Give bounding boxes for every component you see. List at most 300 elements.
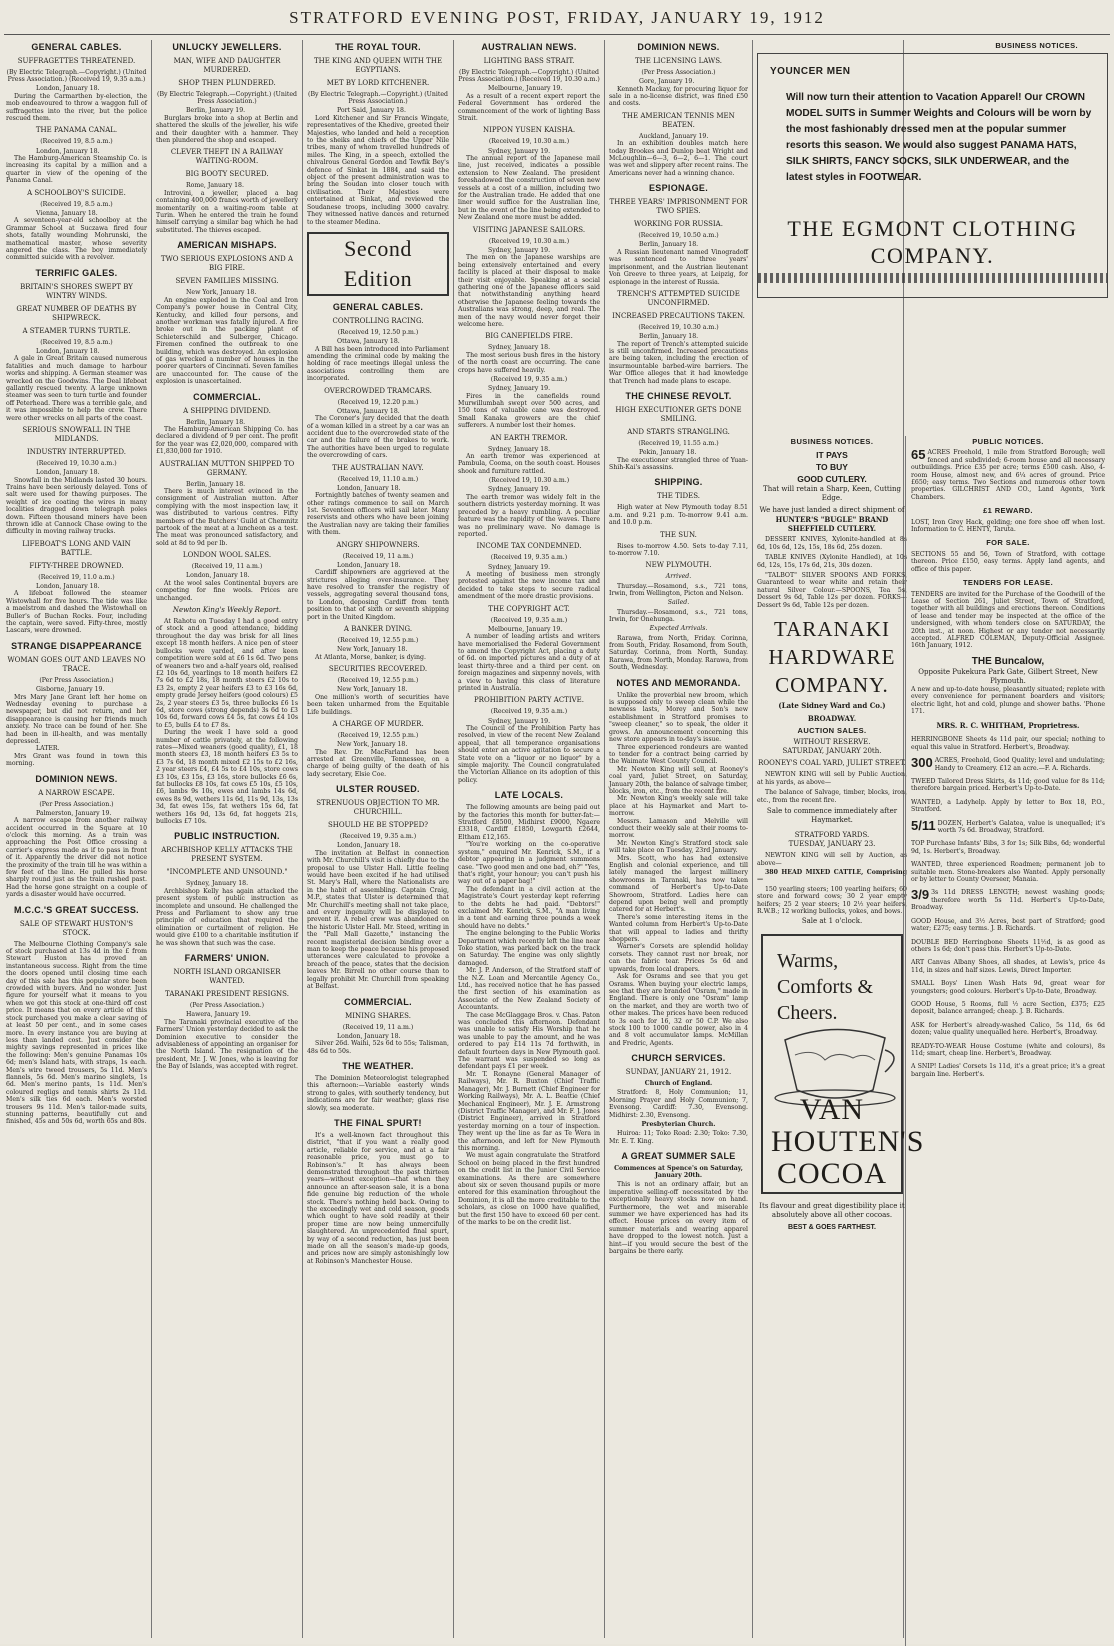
column-divider: [604, 40, 605, 1638]
subheading: SALE OF STEWART HUSTON'S STOCK.: [19, 919, 134, 937]
article-body: At the wool sales Continental buyers are competing for fine wools. Prices are unchanged.: [156, 579, 298, 602]
headline: GENERAL CABLES.: [31, 42, 122, 52]
headline: COMMERCIAL.: [344, 996, 412, 1007]
subheading: SHOULD HE BE STOPPED?: [327, 821, 429, 830]
ad-heading: IT PAYS: [816, 450, 848, 461]
classified-ad: TOP Purchase Infants' Bibs, 3 for 1s; Silk Bibs, 6d; wonderful 9d, 1s. Herbert's, Broadway.: [911, 840, 1105, 855]
ad-slogan-line: Comforts &: [777, 976, 874, 999]
ad-heading: GOOD CUTLERY.: [797, 474, 867, 485]
arrived-label: Arrived.: [665, 573, 692, 581]
article-body: Introvini, a jeweller, placed a bag containing 400,000 francs worth of jewellery momentarily on a waiting-room table at Turin. When he entered the train he found himself carrying a similar bag which he had substituted. The thieves escaped.: [156, 189, 298, 234]
ad-text: NEWTON KING will sell by Auction, as above—: [757, 852, 907, 867]
subheading: THE AUSTRALIAN NAVY.: [332, 463, 424, 472]
article-body: "You're working on the co-operative system," enquired Mr. Kenrick, S.M., if a debtor appearing in a judgment summons case. "Two good men and one bad, eh?" "Yes, that's right, your honour; you can't push his way out of a paper bag!": [458, 841, 600, 886]
dateline: Auckland, January 19.: [639, 132, 709, 140]
dateline: London, January 18.: [36, 583, 100, 591]
ad-text: That will retain a Sharp, Keen, Cutting Edge.: [763, 485, 901, 503]
article-body: The defendant in a civil action at the Magistrate's Court yesterday kept referring to the debts he had paid. "Debtors!" exclaimed Mr. Kenrick, S.M., "A man living in a tent and earning three pounds a week should have no debts.": [458, 885, 600, 930]
dateline: London, January 18.: [36, 469, 100, 477]
ad-brand: VAN HOUTEN'S COCOA: [771, 1093, 925, 1191]
article-notes-memoranda: [609, 678, 748, 1048]
byline: (By Electric Telegraph.—Copyright.) (United Press Association.) (Received 19, 10.30 a.m.): [458, 69, 600, 84]
expected-label: Expected Arrivals.: [649, 625, 708, 633]
ad-number: 65: [911, 447, 926, 463]
classified-ad: SMALL Boys' Linen Wash Hats 9d, great wear for youngsters; good colours. Herbert's Up-to-Date, Broadway.: [911, 980, 1105, 995]
subheading: GREAT NUMBER OF DEATHS BY SHIPWRECK.: [16, 304, 137, 322]
headline: FARMERS' UNION.: [184, 953, 270, 964]
article-body: The Melbourne Clothing Company's sale of stock purchased at 13s 4d in the £ from Stewart Huston has proved an instantaneous success. Right from the time the doors opened until closing time each day of this sale has this popular store been crowded with buyers. And no wonder. Just figure for yourself what it means to you when we got this stock at one-third off cost price. It means that on every article of this stock purchased you make a clear saving of at least 50 per cent., and in some cases more. In every instance you are buying at less than landed cost. Just consider the mighty savings represented in prices like the following: Men's genuine Panamas 10s 6d; men's Island hats, with straps, 1s each. Men's wire tweed trousers, 5s 11d. Men's flannels, 5s 6d. Men's marino singlets, 1s 6d. Men's merino pants, 1s 11d. Men's coloured regligs and tennis shirts 2s 11d. Men's silk ties 6d each. Men's worsted trousers 9s 11d. Men's tailor-made suits, stunning patterns, beautifully cut and finished, 45s and 50s 6d, worth 65s and 80s.: [6, 940, 147, 1126]
dateline: London, January 18.: [337, 1032, 401, 1040]
article-body: The most serious bush fires in the history of the north coast are occurring. The cane crops have suffered heavily.: [458, 351, 600, 374]
article-body: The Coroner's jury decided that the death of a woman killed in a street by a car was an accident due to the overcrowded state of the car and the failure of the brakes to work. The authorities have been urged to regulate the overcrowding of cars.: [307, 415, 449, 460]
article-body: A Russian lieutenant named Vinogradoff was sentenced to three years' imprisonment, and the Austrian lieutenant Von Greeve to three years, at Leipzig, for espionage in the interest of Russia.: [609, 248, 748, 286]
masthead: STRATFORD EVENING POST, FRIDAY, JANUARY 19, 1912: [289, 8, 825, 27]
classified-ad: SECTIONS 55 and 56, Town of Stratford, with cottage thereon. Price £150, easy terms. Apply land agents, and office of this paper.: [911, 550, 1105, 573]
ad-text: STRATFORD YARDS.: [794, 831, 870, 840]
ad-text: We have just landed a direct shipment of: [759, 506, 905, 515]
article-body: Stratford: 8, Holy Communion; 11, Morning Prayer and Holy Communion; 7, Evensong. Cardiff: 7.30, Evensong. Midhirst: 2.30, Evensong.: [609, 1089, 748, 1119]
column-divider: [905, 436, 906, 1646]
ad-text: SATURDAY, JANUARY 20th.: [782, 747, 882, 756]
article-body: One million's worth of securities have been taken unharmed from the Equitable Life buildings.: [307, 693, 449, 716]
article-body: The Taranaki provincial executive of the Farmers' Union yesterday decided to ask the Dominion executive to consider the advisableness of appointing an organiser for the North Island. The resignation of the president, Mr. J. W. Jones, who is leaving for the Bay of Islands, was accepted with regret.: [156, 1018, 298, 1071]
headline: PUBLIC INSTRUCTION.: [174, 831, 280, 842]
dateline: Palmerston, January 19.: [36, 809, 112, 817]
dateline: London, January 18.: [337, 842, 401, 850]
dateline: Sydney, January 19.: [488, 717, 551, 725]
byline: (Received 19, 12.55 p.m.): [337, 637, 419, 645]
article-mcc-success: [6, 905, 147, 1126]
article-body: An earth tremor was experienced at Pambula, Cooma, on the south coast. Houses shook and furniture rattled.: [458, 453, 600, 475]
dateline: Sydney, January 19.: [488, 147, 551, 155]
classified-ad: DOUBLE BED Herringbone Sheets 11½d, is as good as others 1s 6d; don't pass this. Herbert's Up-to-Date.: [911, 938, 1105, 953]
dateline: Sydney, January 18.: [488, 344, 551, 352]
subheading: THREE YEARS' IMPRISONMENT FOR TWO SPIES.: [609, 198, 748, 216]
ad-text: 150 yearling steers; 100 yearling heifers; 60 store and forward cows; 30 2 year empty heifers; 25 2 year steers; 10 2½ year heifers, R.W.B.; 12 working bullocks, yokes, and bows.: [757, 885, 907, 915]
classified-ad: HERRINGBONE Sheets 4s 11d pair, our special; nothing to equal this value in Stratford. Herbert's, Broadway.: [911, 736, 1105, 751]
auction-sales-ad: [757, 727, 907, 926]
article-body: The Council of the Prohibition Party has resolved, in view of the recent New Zealand appeal, that all temperance organisations should enter an active agitation to secure a State vote on a "liquor or no liquor" by a simple majority. The Council congratulated the Victorian Alliance on its adoption of this policy.: [458, 725, 600, 784]
dateline: Sydney, January 18.: [488, 445, 551, 453]
ad-text: The balance of Salvage, timber, blocks, iron, etc., from the recent fire.: [757, 789, 907, 804]
article-body: A narrow escape from another railway accident occurred in the Square at 10 o'clock this morning. As a train was approaching the Post Office crossing a carrier's express made as if to pass in front of it. Apparently the driver did not notice the proximity of the train till he was within a few feet of the line. He pulled his horse sharply round just as the train rushed past. Had the horse gone straight on a couple of yards a disaster would have occurred.: [6, 817, 147, 899]
subheading: FIFTY-THREE DROWNED.: [29, 561, 124, 570]
ad-text: MRS. R. C. WHITHAM, Proprietress.: [936, 721, 1080, 731]
byline: (Per Press Association.): [189, 1002, 265, 1010]
article-body: Mr. T. Ronayne (General Manager of Railways), Mr. R. Buxton (Chief Traffic Manager), Mr. J. Burnett (Chief Engineer for Working Railways), Mr. A. L. Beattie (Chief Mechanical Engineer), Mr. J. E. Armstrong (District Traffic Manager), and Mr. F. J. Jones (District Engineer), arrived in Stratford yesterday morning on a tour of inspection. They went up the line as far as Te Wera in the afternoon, and left for New Plymouth this morning.: [458, 1070, 600, 1152]
subheading: Commences at Spence's on Saturday, January 20th.: [614, 1165, 743, 1180]
tenders-heading: TENDERS FOR LEASE.: [962, 578, 1054, 588]
ad-text: ACRES, Freehold, Good Quality; level and undulating; Handy to Creamery. £12 an acre.—F. A. Richards.: [934, 757, 1105, 772]
classified-ad: [911, 889, 1105, 911]
byline: (Per Press Association.): [39, 800, 114, 808]
dateline: Berlin, January 18.: [186, 418, 246, 426]
dateline: Sydney, January 18.: [186, 880, 249, 888]
ad-heading: YOUNCER MEN: [770, 66, 851, 78]
article-body: Fires in the canefields round Murwillumbah swept over 500 acres, and 150 tons of valuable cane was destroyed. Small Kanaka growers are the chief sufferers. A number lost their homes.: [458, 392, 600, 430]
ad-brand: TARANAKI: [774, 617, 890, 642]
article-body: We must again congratulate the Stratford School on being placed in the first hundred on the credit list in the Junior Civil Service examinations. As there are somewhere about six or seven thousand pupils or more entered for this examination throughout the Dominion, it is all the more creditable to the scholars, as close on 1000 have qualified, but the first 150 have to exceed 60 per cent. of the marks to be on the credit list.: [458, 1152, 600, 1227]
byline: (Received 19, 10.50 a.m.): [638, 232, 719, 240]
ad-text: 3s 11d DRESS LENGTH; newest washing goods; therefore worth 5s 11d. Herbert's Up-to-Date, Broadway.: [911, 889, 1105, 912]
ad-number: 3/9: [911, 887, 930, 903]
article-body: There's some interesting items in the Wanted column from Herbert's Up-to-Date that will appeal to ladies and thrifty shoppers.: [609, 913, 748, 944]
ad-text: 380 HEAD MIXED CATTLE, Comprising—: [757, 868, 907, 884]
article-body: Rises to-morrow 4.50. Sets to-day 7.11, to-morrow 7.10.: [609, 542, 748, 557]
article-body: Cardiff shipowners are aggrieved at the strictures alleging over-insurance. They have resolved to transfer the registry of vessels, aggregating several thousand tons, to London, deposing Cardiff from tenth position to that of sixth or seventh shipping port in the United Kingdom.: [307, 569, 449, 621]
article-farmers-union: [156, 953, 298, 1070]
subheading: LONDON WOOL SALES.: [182, 551, 272, 560]
article-body: Thursday.—Rosamond, s.s., 721 tons, Irwin, for Onehunga.: [609, 608, 748, 624]
headline: M.C.C.'S GREAT SUCCESS.: [14, 904, 139, 915]
article-body: The Dominion Meteorologist telegraphed this afternoon:—Variable easterly winds strong to gales, with southerly tendency, but indications are for fair weather; glass rise slowly, sea moderate.: [307, 1074, 449, 1112]
byline: (By Electric Telegraph.—Copyright.) (United Press Association.): [308, 91, 448, 106]
byline: (By Electric Telegraph.—Copyright.) (United Press Association.): [157, 91, 297, 106]
article-church-services: [609, 1053, 748, 1145]
byline: (Received 19, 8.5 a.m.): [40, 138, 113, 146]
ad-text: (Late Sidney Ward and Co.): [778, 701, 886, 711]
article-general-cables-2: [307, 302, 449, 778]
column-3: [307, 40, 449, 1638]
dateline: New York, January 18.: [186, 289, 257, 297]
article-body: Messrs. Lamason and Melville will conduct their weekly sale at their rooms to-morrow.: [609, 817, 748, 840]
article-commercial: [156, 392, 298, 826]
dateline: London, January 18.: [337, 484, 401, 492]
article-body: Mrs. Scott, who has had extensive English and colonial experience, and till lately managed the largest millinery showrooms in Taranaki, has now taken command of Herbert's Up-to-Date Showroom, Stratford. Ladies here can depend upon being well and promptly catered for at Herbert's.: [609, 854, 748, 914]
classified-ad: [911, 817, 1105, 835]
subheading: HIGH EXECUTIONER GETS DONE SMILING.: [615, 405, 742, 423]
headline: THE FINAL SPURT!: [334, 1117, 422, 1128]
column-1: [6, 40, 147, 1638]
subheading: SERIOUS SNOWFALL IN THE MIDLANDS.: [22, 425, 131, 443]
classified-ad: TWEED Tailored Dress Skirts, 4s 11d; good value for 8s 11d; therefore bargain priced. Herbert's Up-to-Date.: [911, 778, 1105, 793]
article-body: During the week I have sold a good number of cattle privately, at the following rates—Mixed weaners (good quality), £1, 18 month steers £3, 18 month heifers £3 5s to £3 7s 6d, 18 month mixed £2 15s to £2 16s, 2 year steers £4, £4 5s to £4 10s, store cows £3 10s, £3 15s, £3 16s, store bullocks £6 6s, fat bullocks £8 10s, fat cows £5 10s, £5 10s, £6, lambs 9s 10s, ewes and lambs 14s 6d, ewes 8s 9d, wethers 11s 6d, 11s 9d, 13s, 13s 3d, fat ewes 15s, fat wethers 15s 6d, fat wethers 16s 9d, 13s 6d, fat hoggets 21s, bullocks £7 10s.: [156, 729, 298, 826]
article-general-cables: [6, 42, 147, 262]
article-body: Snowfall in the Midlands lasted 30 hours. Trains have been seriously delayed. Tons of salt were used for thawing purposes. The weight of ice coating the wires in many localities dragged down telegraph poles down. Fifteen thousand miners have been thrown idle at Cannock Chase owing to the difficulty in moving railway trucks.: [6, 476, 147, 536]
article-terrific-gales: [6, 268, 147, 635]
ad-text: Sale at 1 o'clock.: [801, 917, 863, 926]
subheading: AND STARTS STRANGLING.: [627, 427, 730, 436]
egmont-clothing-ad: [757, 53, 1108, 298]
headline: CHURCH SERVICES.: [631, 1053, 726, 1064]
byline: (Received 19, 11.10 a.m.): [337, 475, 419, 483]
article-body: The Hamburg-American Steamship Co. is increasing its capital by a million and a quarter in view of the opening of the Panama Canal.: [6, 155, 147, 185]
subheading: A CHARGE OF MURDER.: [332, 719, 424, 728]
sailed-label: Sailed.: [667, 599, 690, 607]
headline: DOMINION NEWS.: [35, 773, 118, 784]
article-body: Mrs Mary Jane Grant left her home on Wednesday evening to purchase a newspaper, but did not return, and her disappearance is causing her friends much anxiety. No trace can be found of her. She had been in ill-health, and was mentally depressed.: [6, 693, 147, 745]
dateline: Sydney, January 19.: [488, 563, 551, 571]
subheading: A STEAMER TURNS TURTLE.: [22, 326, 131, 335]
article-body: Mrs Grant was found in town this morning.: [6, 752, 147, 768]
article-body: Rarawa, from North, Friday. Corinna, from South, Friday. Rosamond, from South, Saturday. Corinna, from North, Sunday. Rarawa, from North, Monday. Rarawa, from South, Wednesday.: [609, 634, 748, 672]
article-body: Mr. Newton King's weekly sale will take place at his Haymarket and Mart to-morrow.: [609, 795, 748, 818]
column-4: [458, 40, 600, 1638]
dateline: Berlin, January 18.: [639, 333, 699, 341]
article-unlucky-jewellers: [156, 42, 298, 234]
church-label: Presbyterian Church.: [641, 1121, 716, 1128]
headline: A GREAT SUMMER SALE: [621, 1151, 736, 1162]
article-body: The following amounts are being paid out by the factories this month for butter-fat:—Stratford £8500, Midhirst £9000, Ngaere £3318, Cardiff £1850, Lowgarth £2644, Eltham £12,165.: [458, 804, 600, 841]
subheading: MAN, WIFE AND DAUGHTER MURDERED.: [173, 57, 281, 74]
article-final-spurt: [307, 1118, 449, 1265]
masthead-rule: [4, 34, 1110, 35]
byline: (By Electric Telegraph.—Copyright.) (United Press Association.) (Received 19, 9.35 a.m.): [6, 69, 147, 84]
church-label: Church of England.: [644, 1080, 713, 1088]
article-body: High water at New Plymouth today 8.51 a.m. and 9.21 p.m. To-morrow 9.41 a.m. and 10.0 p.m.: [609, 504, 748, 527]
headline: TERRIFIC GALES.: [35, 267, 118, 278]
byline: (Received 19, 11 a.m.): [342, 1023, 414, 1031]
subheading: VISITING JAPANESE SAILORS.: [472, 225, 586, 234]
ad-slogan-line: Cheers.: [777, 1002, 838, 1025]
ad-slogan-line: Warms,: [777, 950, 839, 973]
ad-brand: THE EGMONT CLOTHING: [787, 215, 1078, 241]
auction-heading: AUCTION SALES.: [797, 726, 867, 736]
subheading: SEVEN FAMILIES MISSING.: [175, 277, 279, 286]
article-body: At Rahotu on Tuesday I had a good entry of stock and a good attendance, bidding throughout the day was brisk for all lines except 18 month heifers. A nice pen of steer bullocks were yarded, and after keen competition were sold at £6 1s 6d. Two pens of weaners two and a-half years old, realised £2 10s 6d, yearlings to 18 month heifers £2 7s 6d to £2 18s, 18 month steers £2 10s to £3 2s, empty 2 year heifers £3 to £3 16s 6d, empty grade Jersey heifers (good colours) £5 2s, 2 year steers £3 5s, three bullocks £6 1s 6d, store cows (strong depends) 3s 6d to £3 10s 6d, forward cows £4 5s, fat cows £4 10s to £5, bulls £4 to £7 8s.: [156, 618, 298, 729]
subheading: THE SUN.: [660, 530, 697, 539]
subheading: WORKING FOR RUSSIA.: [634, 220, 723, 229]
subheading: BRITAIN'S SHORES SWEPT BY WINTRY WINDS.: [20, 282, 133, 300]
ad-body: Will now turn their attention to Vacation Apparel! Our CROWN MODEL SUITS in Summer Weights and Colours will be worn by the most fashionably dressed men at the popular summer resorts this season. We would also suggest PANAMA HATS, SILK SHIRTS, FANCY SOCKS, SILK UNDERWEAR, and the latest styles in FOOTWEAR.: [786, 91, 1092, 183]
headline: UNLUCKY JEWELLERS.: [172, 42, 282, 52]
subheading: A BANKER DYING.: [343, 625, 413, 634]
ad-text: ROONEY'S COAL YARD, JULIET STREET.: [758, 759, 906, 768]
dateline: Vienna, January 18.: [36, 209, 98, 217]
byline: (Per Press Association.): [641, 69, 716, 76]
article-body: A gale in Great Britain caused numerous fatalities and much damage to harbour works and shipping. A German steamer was wrecked on the Goodwins. The Deal lifeboat gallantly rescued twenty. A large unknown steamer was seen to turn turtle and founder off Peterhead. There was a terrible gale, and it was impossible to help the crew. There were other wrecks on all parts of the coast.: [6, 355, 147, 422]
dateline: Sydney, January 19.: [488, 385, 551, 393]
subheading: TARANAKI PRESIDENT RESIGNS.: [165, 990, 289, 999]
subheading: PROHIBITION PARTY ACTIVE.: [473, 696, 585, 705]
column-ads: [757, 40, 1108, 1638]
article-body: Lord Kitchener and Sir Francis Wingate, representatives of the Khedive, greeted their Majesties, who landed and held a reception to the sheiks and chiefs of the Upper Nile tribes, many of whom travelled hundreds of miles. The King, in a speech, extolled the chivalrous General Gordon and Tewfik Bey's defence of Sinkat in 1884, and said the object of the present administration was to bring the Soudan into closer touch with civilisation. Their Majesties were entertained at Sinkat, and reviewed the Soudanese troops, including 3000 cavalry. They witnessed native dances and returned to the steamer Medina.: [307, 114, 449, 226]
article-body: It's a well-known fact throughout this district, "that if you want a really good article, reliable for service, and at a fair reasonable price, you must go to Robinson's." It has always been demonstrated throughout the past thirteen years—without exception—that when they announce an after-season sale, it is a bona fide genuine big reduction of the whole stock. There's nothing held back. Owing to the exceedingly wet and cold season, goods which ought to have sold readily at their proper time are now being unmercifully slaughtered. An unprecedented final spurt, by way of a second reduction, has just been made on all the season's made-up goods, and prices now are simply astonishingly low at Robinson's Manchester House.: [307, 1131, 449, 1265]
subheading: TRENCH'S ATTEMPTED SUICIDE UNCONFIRMED.: [617, 289, 740, 307]
subheading: THE COPYRIGHT ACT.: [488, 604, 570, 613]
byline: (Received 19, 9.35 a.m.): [490, 376, 568, 383]
article-body: As a result of a recent expert report the Federal Government has ordered the commencement of the work of lighting Bass Strait.: [458, 92, 600, 123]
article-body: At Atlanta, Morse, banker, is dying.: [315, 653, 426, 661]
subheading: THE KING AND QUEEN WITH THE EGYPTIANS.: [313, 57, 443, 74]
classified-ad: A new and up-to-date house, pleasantly situated; replete with every convenience for permanent boarders and visitors; electric light, hot and cold, plunge and shower baths. 'Phone 171.: [911, 685, 1105, 715]
ad-brand: THE Buncalow,: [971, 655, 1045, 667]
ad-text: Opposite Pukekura Park Gate, Gilbert Street, New Plymouth.: [918, 667, 1098, 685]
subheading: CONTROLLING RACING.: [332, 316, 424, 325]
subheading: "INCOMPLETE AND UNSOUND.": [166, 868, 288, 877]
byline: (Received 19, 10.30 a.m.): [488, 138, 570, 146]
article-body: The invitation at Belfast in connection with Mr. Churchill's visit is chiefly due to the proposal to use Ulster Hall. Little feeling would have been excited if he had utilised St. Mary's Hall, where the Nationalists are in the habit of assembling. Captain Craig, M.P., states that Ulster is determined that Mr. Churchill's meeting shall not take place, and every ingenuity will be displayed to prevent it. A rebel crew was abandoned on the historic Ulster Hall. Mr. Steed, writing in the "Pall Mall Gazette," instancing the recent magisterial decision binding over a man to keep the peace because his proposed utterances were calculated to provoke a breach of the peace, states that the decision leaves Mr. Birrell no other course than to legally prohibit Mr. Churchill from speaking at Belfast.: [307, 849, 449, 991]
subheading: BIG CANEFIELDS FIRE.: [485, 332, 573, 341]
later-label: LATER.: [36, 745, 60, 753]
dateline: Sydney, January 19.: [488, 486, 551, 494]
ad-text: DESSERT KNIVES, Xylonite-handled at 8s 6d, 10s 6d, 12s, 15s, 18s 6d, 25s dozen.: [757, 536, 907, 551]
subheading: A SHIPPING DIVIDEND.: [183, 406, 271, 415]
dateline: Rome, January 18.: [186, 182, 244, 190]
article-body: Archbishop Kelly has again attacked the present system of public instruction as incomplete and unsound. He challenged the Press and Parliament to show any true principle of education that required the elimination or curtailment of religion. He would give £100 to a charitable institution if he was shown that such was the case.: [156, 887, 298, 947]
dateline: London, January 18.: [36, 85, 100, 93]
byline: (Received 19, 12.50 p.m.): [337, 328, 419, 336]
article-body: Unlike the proverbial new broom, which is supposed only to sweep clean while the newness lasts, Morey and Son's new establishment in Stratford promises to "sweep cleaner," so to speak, the older it grows. An announcement concerning this new store appears in to-day's issue.: [609, 691, 748, 744]
subheading: A NARROW ESCAPE.: [38, 788, 115, 797]
subheading: SUNDAY, JANUARY 21, 1912.: [625, 1068, 732, 1077]
ad-text: Sale to commence immediately after Haymarket.: [766, 807, 898, 825]
for-sale-heading: FOR SALE.: [986, 538, 1030, 548]
dateline: Pekin, January 18.: [639, 449, 697, 457]
dateline: Hawera, January 19.: [186, 1011, 251, 1019]
subheading: MINING SHARES.: [345, 1011, 411, 1020]
dateline: London, January 18.: [36, 347, 100, 355]
headline: NOTES AND MEMORANDA.: [616, 677, 741, 688]
ornament-border: [758, 273, 1107, 283]
ad-text: BROADWAY.: [807, 714, 857, 724]
subheading: OVERCROWDED TRAMCARS.: [324, 386, 432, 395]
headline: AMERICAN MISHAPS.: [177, 240, 277, 251]
article-body: The men on the Japanese warships are being extensively entertained and every facility is placed at their disposal to make their visit enjoyable. Speaking at a social gathering one of the Japanese officers said that notwithstanding anything heard otherwise the Japanese feeling towards the Australians was strong, deep, and real. The men of the navy would never forget their welcome here.: [458, 254, 600, 328]
ad-number: 5/11: [911, 817, 936, 833]
byline: (Received 19, 9.35 a.m.): [490, 554, 568, 562]
byline: (Received 19, 11 a.m.): [191, 563, 263, 571]
van-houtens-cocoa-ad: [761, 934, 925, 1194]
classified-ad: [911, 449, 1105, 501]
ad-text: HUNTER'S "BUGLE" BRAND SHEFFIELD CUTLERY.: [775, 515, 889, 534]
byline: (Received 19, 11.55 a.m.): [638, 439, 719, 447]
column-divider: [151, 40, 152, 1638]
article-body: Burglars broke into a shop at Berlin and shattered the skulls of the jeweller, his wife and their daughter with a hammer. They then plundered the shop and escaped.: [156, 114, 298, 145]
subheading: CLEVER THEFT IN A RAILWAY WAITING-ROOM.: [170, 148, 284, 166]
article-body: The Hamburg-American Shipping Co. has declared a dividend of 9 per cent. The profit for the year was £2,020,000, compared with £1,830,000 for 1910.: [156, 425, 298, 456]
subheading: AUSTRALIAN MUTTON SHIPPED TO GERMANY.: [159, 459, 295, 477]
subheading: MET BY LORD KITCHENER.: [326, 79, 430, 87]
article-body: Mr. Newton King will sell, at Rooney's coal yard, Juliet Street, on Saturday, January 20th, the balance of salvage timber, blocks, iron, etc., from the recent fire.: [609, 765, 748, 795]
article-public-instruction: [156, 831, 298, 947]
subheading: STRENUOUS OBJECTION TO MR. CHURCHILL.: [316, 799, 440, 817]
classified-ad: GOOD House, and 3½ Acres, best part of Stratford; good water; £275; easy terms. J. B. Richards.: [911, 917, 1105, 933]
byline: (Received 19, 10.30 a.m.): [638, 323, 719, 331]
ads-subcolumn-right: [911, 436, 1105, 1084]
article-body: A meeting of business men strongly protested against the new income tax and decided to take steps to secure radical amendment of the more drastic provisions.: [458, 570, 600, 601]
dateline: London, January 18.: [337, 561, 401, 569]
subheading: SUFFRAGETTES THREATENED.: [17, 57, 136, 65]
article-body: Silver 26d. Waihi, 52s 6d to 55s; Talisman, 48s 6d to 50s.: [307, 1040, 449, 1055]
public-notices-heading: PUBLIC NOTICES.: [972, 437, 1044, 446]
article-commercial-2: [307, 997, 449, 1055]
classified-ad: READY-TO-WEAR House Costume (white and colours), 8s 11d; smart, cheap line. Herbert's, Broadway.: [911, 1042, 1105, 1057]
article-body: Huiroa: 11; Toko Road: 2.30; Toko: 7.30, Mr. E. T. King.: [609, 1130, 748, 1145]
article-shipping: [609, 477, 748, 671]
article-chinese-revolt: [609, 391, 748, 471]
article-body: A Bill has been introduced into Parliament amending the criminal code by making the holding of race meetings illegal unless the associations controlling them are incorporated.: [307, 345, 449, 383]
headline: THE ROYAL TOUR.: [335, 42, 421, 52]
article-body: Thursday.—Rosamond, s.s., 721 tons, Irwin, from Wellington, Picton and Nelson.: [609, 582, 748, 598]
dateline: Melbourne, January 19.: [488, 625, 563, 633]
article-espionage: [609, 183, 748, 385]
classified-ad: TENDERS are invited for the Purchase of the Goodwill of the Lease of Section 261, Juliet Street, Town of Stratford, together with all buildings and erections thereon. Conditions of lease and tender may be inspected at the office of the undersigned, with whom tenders close on SATURDAY, the 20th inst., at noon. Highest or any tender not necessarily accepted. ALFRED COLEMAN, Deputy-Official Assignee. 16th January, 1912.: [911, 590, 1105, 650]
business-notices-heading: BUSINESS NOTICES.: [790, 437, 874, 446]
dateline: Sydney, January 19.: [488, 246, 551, 254]
headline: LATE LOCALS.: [494, 790, 564, 801]
byline: (Received 19, 12.55 p.m.): [337, 731, 419, 739]
dateline: Melbourne, January 19.: [488, 85, 563, 93]
article-weather: [307, 1061, 449, 1112]
subheading: NORTH ISLAND ORGANISER WANTED.: [173, 968, 281, 986]
article-body: The earth tremor was widely felt in the southern districts yesterday morning. It was preceded by a heavy rumbling. A peculiar feature was the rapidity of the waves. There was no preliminary wave. No damage is reported.: [458, 493, 600, 538]
subheading: WOMAN GOES OUT AND LEAVES NO TRACE.: [7, 655, 146, 673]
byline: (Received 19, 12.55 p.m.): [337, 677, 419, 685]
article-body: Mr. J. P. Anderson, of the Stratford staff of the N.Z. Loan and Mercantile Agency Co., Ltd., has received notice that he has passed the first section of his examination as Associate of the New Zealand Society of Accountants.: [458, 967, 600, 1012]
article-late-locals: [458, 790, 600, 1226]
headline: AUSTRALIAN NEWS.: [481, 42, 577, 52]
article-body: A lifeboat followed the steamer Wistowhall for five hours. The tide was like a maelstrom and dashed the Wistowhall on Buller's of Buchan Rocks. Four, including the captain, were saved. Fifty-three, mostly Lascars, were drowned.: [6, 590, 147, 635]
column-divider: [302, 40, 303, 1638]
dateline: London, January 18.: [186, 572, 250, 580]
article-body: Kenneth Mackay, for procuring liquor for sale in a no-license district, was fined £50 and costs.: [609, 85, 748, 108]
article-body: The Rev. Dr. MacFarland has been arrested at Greenville, Tennessee, on a charge of being guilty of the death of his lady secretary, Elsie Coe.: [307, 748, 449, 778]
byline: (Received 19, 10.30 a.m.): [36, 459, 117, 467]
ad-brand: HARDWARE: [768, 645, 896, 670]
article-body: The report of Trench's attempted suicide is still unconfirmed. Increased precautions are being taken, including the erection of insurmountable barbed-wire barriers. The War Office alleges that it had knowledge that Trench had made plans to escape.: [609, 340, 748, 385]
ad-text: Its flavour and great digestibility place it absolutely above all other cocoas.: [759, 1202, 905, 1220]
byline: (Received 19, 11 a.m.): [342, 552, 414, 560]
article-body: The executioner strangled three of Yuan-Shih-Kai's assassins.: [609, 456, 748, 471]
article-strange-disappearance: [6, 641, 147, 768]
article-body: The case McGlaggage Bros. v. Chas. Paton was concluded this afternoon. Defendant was unable to satisfy His Worship that he was unable to pay the amount, and he was ordered to pay £14 11s 7d forthwith, in default fourteen days in New Plymouth gaol. The warrant was suspended so long as defendant pays £1 per week.: [458, 1011, 600, 1071]
classified-ad: WANTED, three experienced Roadmen; permanent job to suitable men. Stone-breakers also Wanted. Apply personally or by letter to County Overseer, Manaia.: [911, 861, 1105, 884]
article-body: Fortnightly batches of twenty seamen and other ratings commence to sail on March 1st. Seventeen officers will sail later. Many reservists and others who have been joining the Australian navy are taking their families with them.: [307, 492, 449, 537]
subheading: THE PANAMA CANAL.: [35, 126, 118, 135]
ad-brand: COMPANY.: [775, 673, 889, 698]
dateline: Ottawa, January 18.: [337, 407, 400, 415]
subheading: THE TIDES.: [656, 492, 701, 501]
article-body: The annual report of the Japanese mail line, just received, indicates a possible extension to New Zealand. The president foreshadowed the construction of seven new vessels at a cost of a million, including two for the Australian trade. He added that one liner would suffice for the Australian line, but in the event of the line being extended to New Zealand one more must be added.: [458, 155, 600, 222]
dateline: New York, January 18.: [337, 646, 408, 654]
subheading: LIGHTING BASS STRAIT.: [483, 57, 575, 65]
subheading: AN EARTH TREMOR.: [490, 433, 568, 442]
article-body: Mr. Newton King's Stratford stock sale will take place on Tuesday, 23rd January.: [609, 839, 748, 855]
subheading: INCOME TAX CONDEMNED.: [476, 542, 582, 551]
article-royal-tour: [307, 42, 449, 226]
headline: ULSTER ROUSED.: [336, 784, 420, 795]
headline: SHIPPING.: [654, 477, 703, 488]
article-body: An engine exploded in the Coal and Iron Company's power house in Central City, Kentucky, and killed four persons, and another workman was fatally injured. A fire broke out in the packing plant of Schieterschild and Sulberger, Chicago. Firemen confined the outbreak to one building, which was destroyed. An explosion of gas wrecked a number of houses in the poorer quarters of Cincinnati. Seven families are unaccounted for. The cause of the explosion is unascertained.: [156, 296, 298, 386]
dateline: New York, January 18.: [337, 741, 408, 749]
ad-text: DOZEN, Herbert's Galatea, value is unequalled; it's worth 7s 6d. Broadway, Stratford.: [937, 819, 1105, 835]
headline: COMMERCIAL.: [193, 391, 261, 402]
subheading: ANGRY SHIPOWNERS.: [336, 540, 420, 549]
byline: (Received 19, 8.5 a.m.): [40, 200, 113, 208]
article-body: A number of leading artists and writers have memorialised the Federal Government to amend the Copyright Act, placing a duty of 6d. on imported pictures and a duty of at least thirty-three and a third per cent. on foreign magazines and sixpenny novels, with a view to having this class of literature printed in Australia.: [458, 633, 600, 692]
article-body: A seventeen-year-old schoolboy at the Grammar School at Suczawa fired four shots, fatally wounding Mohrunski, the mathematical master, whose severity angered the class. The boy immediately committed suicide with a revolver.: [6, 217, 147, 262]
classified-ad: GOOD House, 5 Rooms, full ½ acre Section, £375; £25 deposit, balance arranged; cheap. J. B. Richards.: [911, 1000, 1105, 1016]
dateline: Ottawa, January 18.: [337, 338, 400, 346]
headline: THE CHINESE REVOLT.: [625, 390, 732, 401]
classified-ad: [911, 757, 1105, 772]
article-australian-news: [458, 42, 600, 784]
classified-ad: WANTED, a Ladyhelp. Apply by letter to Box 18, P.O., Stratford.: [911, 798, 1105, 814]
article-body: In an exhibition doubles match here today Brookes and Dunlop beat Wright and McLoughlin—6—3, 6—2, 6—1. The court was wet and slippery after recent rains. The Americans never had a winning chance.: [609, 140, 749, 177]
article-dominion-news-2: [609, 42, 748, 177]
article-summer-sale: [609, 1151, 748, 1255]
article-ulster-roused: [307, 784, 449, 990]
ad-slogan: [777, 948, 873, 1026]
dateline: Berlin, January 18.: [186, 480, 246, 488]
ad-text: "TALBOT" SILVER SPOONS AND FORKS, Guaranteed to wear white and retain their natural Silver Colour.—SPOONS, Tea 5s, Dessert 9s 6d, Table 12s per dozen. FORKS—Dessert 9s 6d, Table 12s per dozen.: [757, 572, 907, 609]
byline: (Received 19, 10.30 a.m.): [488, 237, 570, 245]
ad-text: BEST & GOES FARTHEST.: [788, 1224, 876, 1232]
byline: (Per Press Association.): [39, 676, 114, 684]
ad-number: 300: [911, 755, 933, 771]
article-body: There is much interest evinced in the consignment of Australian mutton. After complying with the most inspection law, it was distributed to various centres. Fifty members of the Butchers' Guild at Chemnitz partook of the meat at a luncheon as a test. The meat was pronounced satisfactory, and sold at 8d to 9d per lb.: [156, 488, 298, 547]
